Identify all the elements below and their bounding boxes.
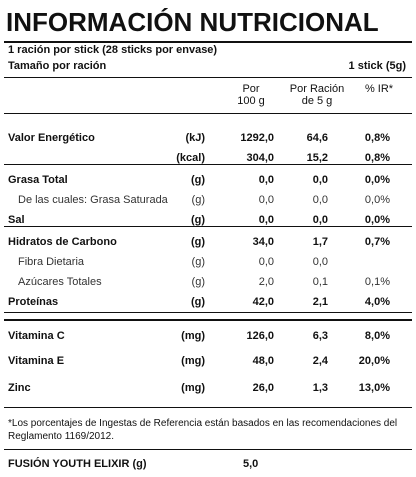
per100-cell: 0,0 [258,194,274,206]
table-row [0,190,416,210]
nutrient-label: De las cuales: Grasa Saturada [18,194,168,206]
footnote: *Los porcentajes de Ingestas de Referencia están basados en las recomendaciones del Reglamento 1169/2012. [8,418,398,442]
unit-cell: (g) [191,194,205,206]
per100-cell: 1292,0 [240,132,274,144]
nutrient-label: Valor Energético [8,132,95,144]
divider [4,449,412,450]
unit-cell: (g) [190,214,205,226]
per-serving-cell: 6,3 [312,330,328,342]
ir-cell: 0,8% [364,152,390,164]
per-serving-cell: 0,0 [312,256,328,268]
divider [4,113,412,114]
divider [4,407,412,408]
per-serving-cell: 0,0 [312,174,328,186]
ir-cell: 0,7% [364,236,390,248]
per-serving-cell: 64,6 [306,132,328,144]
table-row [0,232,416,252]
ir-cell: 0,0% [364,194,390,206]
col-header-per-serving [284,83,350,107]
servings-per-pack: 1 ración por stick (28 sticks por envase) [8,44,218,56]
per100-cell: 0,0 [258,256,274,268]
nutrient-label: Grasa Total [8,174,68,186]
per100-cell: 34,0 [252,236,274,248]
col-header-per100 [228,83,274,107]
table-row [0,170,416,190]
unit-cell: (g) [190,174,205,186]
per100-cell: 0,0 [258,214,274,226]
per100-cell: 0,0 [258,174,274,186]
table-row [0,292,416,312]
unit-cell: (g) [191,256,205,268]
col-header-per-serving-line2: de 5 g [301,95,333,107]
unit-cell: (g) [190,236,205,248]
ir-cell: 0,0% [364,214,390,226]
serving-size-row [0,56,416,76]
label-title: INFORMACIÓN NUTRICIONAL [6,7,379,37]
per-serving-cell: 0,0 [312,214,328,226]
per100-cell: 26,0 [252,382,274,394]
nutrient-label: Sal [8,214,25,226]
nutrient-label: Hidratos de Carbono [8,236,117,248]
per-serving-cell: 15,2 [306,152,328,164]
unit-cell: (g) [191,276,205,288]
table-row [0,210,416,230]
unit-cell: (mg) [181,382,205,394]
nutrient-label: Zinc [8,382,31,394]
per-serving-cell: 2,1 [312,296,328,308]
table-row [0,326,416,346]
row-divider [4,164,412,165]
serving-size-label: Tamaño por ración [8,60,107,72]
nutrient-label: Vitamina C [8,330,65,342]
ir-cell: 20,0% [358,355,390,367]
divider [4,77,412,78]
table-row [0,351,416,371]
table-row [0,148,416,168]
ir-cell: 8,0% [364,330,390,342]
per-serving-cell: 0,1 [312,276,328,288]
ir-cell: 0,1% [364,276,390,288]
table-row [0,128,416,148]
table-row [0,378,416,398]
nutrient-label: Fibra Dietaria [18,256,85,268]
row-divider [4,226,412,227]
extra-ingredient-value: 5,0 [243,458,259,470]
per-serving-cell: 2,4 [312,355,328,367]
col-header-per-serving-line1: Por Ración [289,83,345,95]
per100-cell: 304,0 [246,152,274,164]
divider [4,319,412,321]
col-header-ir: % IR* [364,83,394,95]
ir-cell: 13,0% [358,382,390,394]
serving-size-value: 1 stick (5g) [348,60,406,72]
row-divider [4,312,412,313]
unit-cell: (mg) [181,330,205,342]
extra-ingredient-row [0,454,416,474]
nutrient-label: Proteínas [8,296,59,308]
extra-ingredient-label: FUSIÓN YOUTH ELIXIR (g) [8,458,147,470]
col-header-per100-line1: Por [242,83,260,95]
per-serving-cell: 1,7 [312,236,328,248]
per100-cell: 42,0 [252,296,274,308]
unit-cell: (mg) [181,355,205,367]
ir-cell: 0,0% [364,174,390,186]
nutrient-label: Azúcares Totales [18,276,102,288]
ir-cell: 0,8% [364,132,390,144]
col-header-per100-line2: 100 g [237,95,265,107]
table-row [0,272,416,292]
unit-cell: (kJ) [185,132,205,144]
ir-cell: 4,0% [364,296,390,308]
per-serving-cell: 1,3 [312,382,328,394]
nutrient-label: Vitamina E [8,355,65,367]
per100-cell: 126,0 [246,330,274,342]
per-serving-cell: 0,0 [312,194,328,206]
table-row [0,252,416,272]
per100-cell: 2,0 [258,276,274,288]
unit-cell: (g) [190,296,205,308]
per100-cell: 48,0 [252,355,274,367]
unit-cell: (kcal) [176,152,205,164]
